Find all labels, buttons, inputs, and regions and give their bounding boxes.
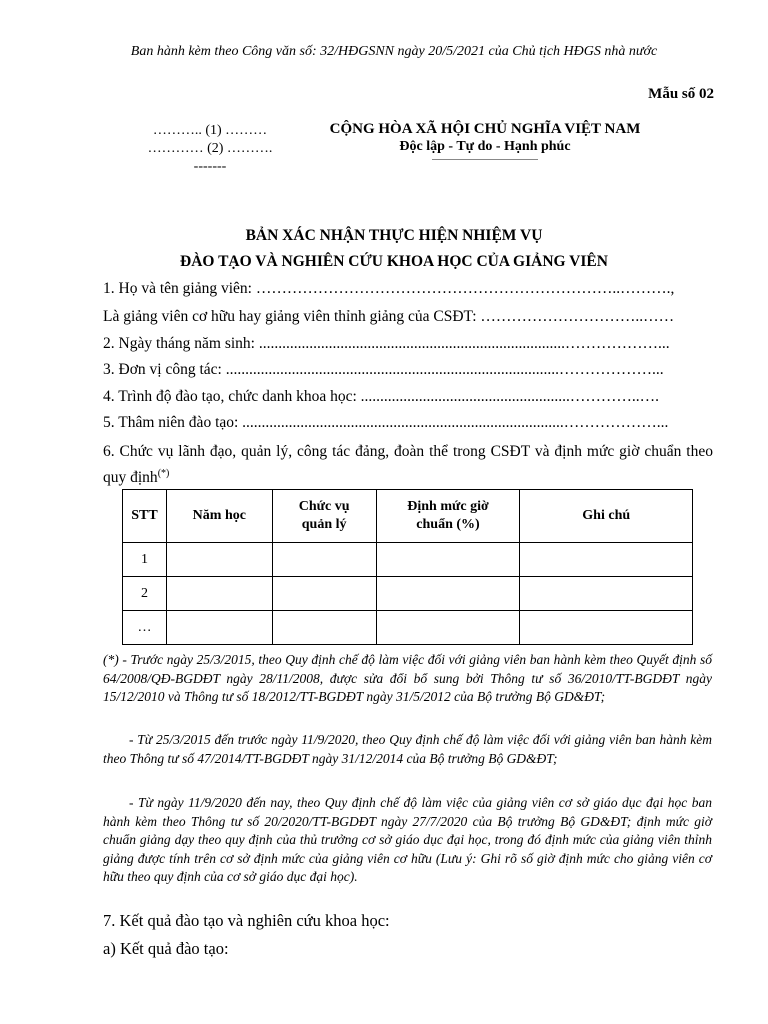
table-cell bbox=[520, 577, 693, 611]
field-work-unit: 3. Đơn vị công tác: ......................................................................................………………... bbox=[103, 361, 664, 378]
org-line-3: ------- bbox=[193, 159, 227, 174]
table-cell bbox=[376, 577, 520, 611]
organization-block bbox=[110, 122, 310, 176]
field-qualification: 4. Trình độ đào tạo, chức danh khoa học: ......................................................…………..…. bbox=[103, 388, 660, 405]
header-note: Ban hành kèm theo Công văn số: 32/HĐGSNN ngày 20/5/2021 của Chủ tịch HĐGS nhà nước bbox=[130, 44, 658, 59]
document-title-line-1: BẢN XÁC NHẬN THỰC HIỆN NHIỆM VỤ bbox=[245, 227, 543, 244]
table-row bbox=[123, 611, 693, 645]
header-notes: Ghi chú bbox=[520, 490, 693, 543]
table-cell bbox=[520, 543, 693, 577]
field-full-name: 1. Họ và tên giảng viên: ……………………………………………………………..………., bbox=[103, 280, 675, 297]
header-standard-hours: Định mức giờ chuẩn (%) bbox=[376, 490, 520, 543]
table-cell bbox=[272, 543, 376, 577]
positions-table bbox=[122, 489, 693, 645]
section-7-title: 7. Kết quả đào tạo và nghiên cứu khoa học: bbox=[103, 911, 390, 930]
table-header-row bbox=[123, 490, 693, 543]
motto-underline bbox=[432, 159, 538, 160]
field-lecturer-type: Là giảng viên cơ hữu hay giảng viên thỉnh giảng của CSĐT: …………………………..…… bbox=[103, 308, 675, 325]
footnote-2: - Từ 25/3/2015 đến trước ngày 11/9/2020, theo Quy định chế độ làm việc đối với giảng viên ban hành kèm theo Thông tư số 47/2014/TT-BGDĐT ngày 31/12/2014 của Bộ trưởng Bộ GD&ĐT; bbox=[103, 732, 712, 766]
table-cell bbox=[272, 611, 376, 645]
national-heading bbox=[300, 121, 670, 160]
footnote-marker: (*) bbox=[157, 468, 170, 479]
table-cell bbox=[166, 611, 272, 645]
form-number: Mẫu số 02 bbox=[648, 86, 714, 102]
org-line-2: ………… (2) ………. bbox=[147, 141, 273, 156]
document-title-line-2: ĐÀO TẠO VÀ NGHIÊN CỨU KHOA HỌC CỦA GIẢNG VIÊN bbox=[180, 253, 608, 270]
header-stt: STT bbox=[123, 490, 167, 543]
field-positions bbox=[103, 441, 713, 489]
table-cell bbox=[520, 611, 693, 645]
section-7a-title: a) Kết quả đào tạo: bbox=[103, 939, 229, 958]
footnote-1: (*) - Trước ngày 25/3/2015, theo Quy định chế độ làm việc đối với giảng viên ban hành kèm theo Quyết định số 64/2008/QĐ-BGDĐT ngày 28/11/2008, được sửa đổi bổ sung bởi Thông tư số 36/2010/TT-BGDĐT ngày 15/12/2010 và Thông tư số 18/2012/TT-BGDĐT ngày 31/5/2012 của Bộ trưởng Bộ GD&ĐT; bbox=[103, 652, 712, 704]
field-seniority: 5. Thâm niên đào tạo: ...................................................................................………………... bbox=[103, 414, 669, 431]
org-line-1: ……….. (1) ……… bbox=[152, 123, 268, 138]
field-positions-text: 6. Chức vụ lãnh đạo, quản lý, công tác đảng, đoàn thể trong CSĐT và định mức giờ chuẩn theo quy định bbox=[103, 443, 713, 487]
field-birth-date: 2. Ngày tháng năm sinh: ...............................................................................………………... bbox=[103, 335, 670, 352]
table-row bbox=[123, 543, 693, 577]
table-cell bbox=[272, 577, 376, 611]
nation-name: CỘNG HÒA XÃ HỘI CHỦ NGHĨA VIỆT NAM bbox=[329, 121, 641, 137]
table-cell: 1 bbox=[123, 543, 167, 577]
table-cell: 2 bbox=[123, 577, 167, 611]
header-position: Chức vụ quản lý bbox=[272, 490, 376, 543]
footnote-3: - Từ ngày 11/9/2020 đến nay, theo Quy định chế độ làm việc của giảng viên cơ sở giáo dục đại học ban hành kèm theo Thông tư số 20/2020/TT-BGDĐT ngày 27/7/2020 của Bộ trưởng Bộ GD&ĐT; định mức giờ chuẩn giảng dạy theo quy định của thủ trưởng cơ sở giáo dục đại học, trong đó định mức của giảng viên thỉnh giảng được tính trên cơ sở định mức của giảng viên cơ hữu (Lưu ý: Ghi rõ số giờ định mức cho giảng viên cơ hữu theo quy định của cơ sở giáo dục đại học). bbox=[103, 795, 712, 884]
table-cell bbox=[376, 611, 520, 645]
table-cell bbox=[376, 543, 520, 577]
table-cell: … bbox=[123, 611, 167, 645]
nation-motto: Độc lập - Tự do - Hạnh phúc bbox=[399, 139, 571, 154]
table-cell bbox=[166, 543, 272, 577]
table-row bbox=[123, 577, 693, 611]
table-cell bbox=[166, 577, 272, 611]
header-academic-year: Năm học bbox=[166, 490, 272, 543]
